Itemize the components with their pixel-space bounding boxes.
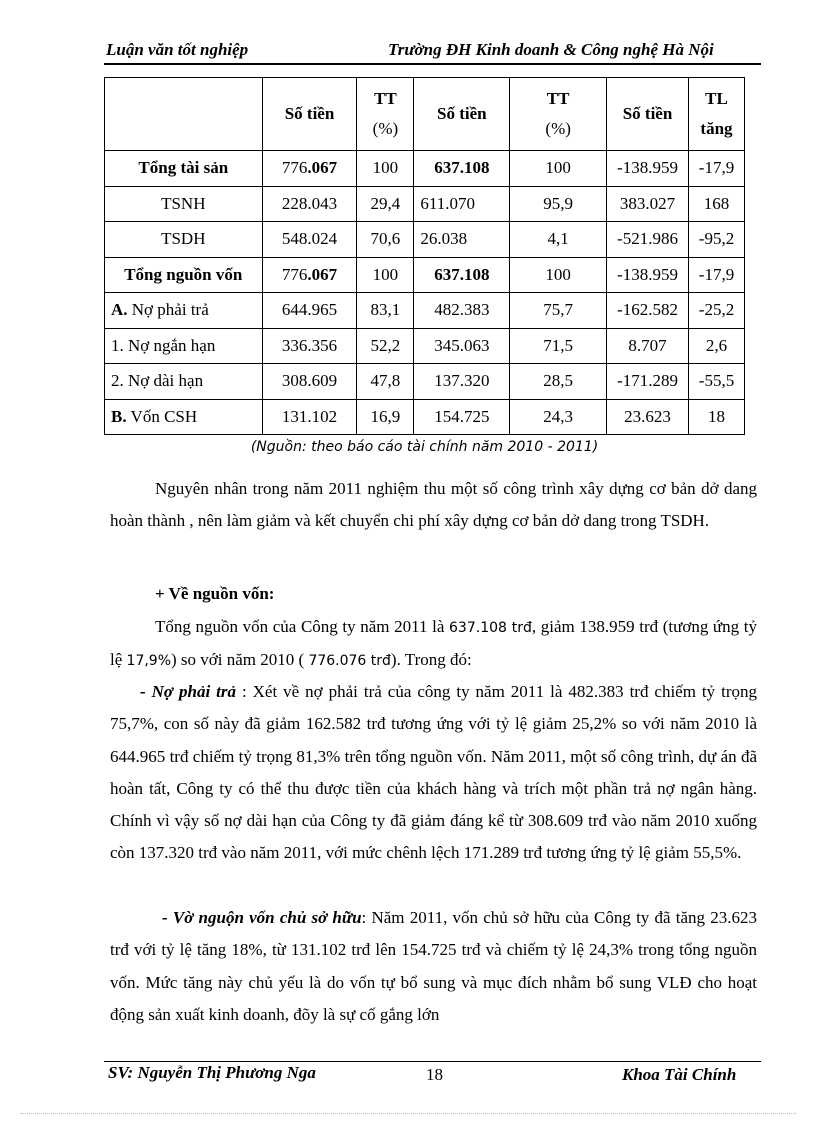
header-university: Trường ĐH Kinh doanh & Công nghệ Hà Nội: [388, 40, 714, 59]
table-cell: 100: [357, 257, 414, 293]
financial-table: [104, 77, 745, 435]
table-row: [105, 328, 745, 364]
table-cell: -138.959: [607, 257, 689, 293]
table-cell: 4,1: [510, 222, 607, 258]
table-cell: 26.038: [414, 222, 510, 258]
table-cell: 776.067: [262, 151, 357, 187]
table-cell: 611.070: [414, 186, 510, 222]
header-thesis-title: Luận văn tốt nghiệp: [106, 40, 249, 59]
table-cell: 16,9: [357, 399, 414, 435]
row-label: B. Vốn CSH: [105, 399, 263, 435]
table-cell: 228.043: [262, 186, 357, 222]
table-cell: -521.986: [607, 222, 689, 258]
table-cell: 23.623: [607, 399, 689, 435]
table-cell: 8.707: [607, 328, 689, 364]
footer-divider: [104, 1061, 761, 1062]
header-cell: Số tiền: [262, 78, 357, 151]
table-cell: 71,5: [510, 328, 607, 364]
table-cell: 70,6: [357, 222, 414, 258]
paragraph-liabilities: - Nợ phải trả : Xét về nợ phải trả của công ty năm 2011 là 482.383 trđ chiếm tỷ trọng 75,7%, con số này đã giảm 162.582 trđ tương ứng với tỷ lệ giảm 25,2% so với năm 2010 là 644.965 trđ chiếm tỷ trọng 81,3% trên tổng nguồn vốn. Năm 2011, một số công trình, dự án đã hoàn tất, Công ty có thể thu được tiền của khách hàng và trích một phần trả nợ ngân hàng. Chính vì vậy số nợ dài hạn của Công ty đã giảm đáng kể từ 308.609 trđ vào năm 2010 xuống còn 137.320 trđ vào năm 2011, với mức chênh lệch 171.289 trđ tương ứng tỷ lệ giảm 55,5%.: [110, 682, 757, 863]
section-heading-capital: + Về nguồn vốn:: [155, 584, 275, 603]
table-cell: 154.725: [414, 399, 510, 435]
table-cell: 2,6: [688, 328, 744, 364]
row-label: Tổng nguồn vốn: [105, 257, 263, 293]
row-label: Tổng tài sản: [105, 151, 263, 187]
table-cell: 29,4: [357, 186, 414, 222]
table-cell: 776.067: [262, 257, 357, 293]
table-row: [105, 257, 745, 293]
table-cell: 482.383: [414, 293, 510, 329]
table-cell: 336.356: [262, 328, 357, 364]
paragraph-total-capital: Tổng nguồn vốn của Công ty năm 2011 là 637.108 trđ, giảm 138.959 trđ (tương ứng tỷ lệ 17,9%) so với năm 2010 ( 776.076 trđ). Trong đó:: [110, 617, 757, 670]
header-cell: TT (%): [510, 78, 607, 151]
table-cell: -138.959: [607, 151, 689, 187]
table-cell: 28,5: [510, 364, 607, 400]
table-row: [105, 399, 745, 435]
row-label: A. Nợ phải trả: [105, 293, 263, 329]
table-row: [105, 293, 745, 329]
table-cell: 83,1: [357, 293, 414, 329]
row-label: TSNH: [105, 186, 263, 222]
table-cell: -95,2: [688, 222, 744, 258]
table-cell: 24,3: [510, 399, 607, 435]
header-cell: TL tăng: [688, 78, 744, 151]
table-cell: 308.609: [262, 364, 357, 400]
table-cell: 548.024: [262, 222, 357, 258]
footer-faculty: Khoa Tài Chính: [622, 1065, 737, 1084]
table-cell: 95,9: [510, 186, 607, 222]
page-number: 18: [426, 1065, 443, 1084]
header-cell: TT (%): [357, 78, 414, 151]
row-label: 1. Nợ ngắn hạn: [105, 328, 263, 364]
table-header-row: [105, 78, 745, 151]
table-cell: 100: [357, 151, 414, 187]
table-cell: -17,9: [688, 151, 744, 187]
table-cell: 383.027: [607, 186, 689, 222]
table-source-note: (Nguồn: theo báo cáo tài chính năm 2010 - 2011): [250, 439, 599, 455]
table-cell: 75,7: [510, 293, 607, 329]
paragraph-equity: - Vờ nguộn vốn chủ sở hữu: Năm 2011, vốn chủ sở hữu của Công ty đã tăng 23.623 trđ với tỷ lệ tăng 18%, từ 131.102 trđ lên 154.725 trđ và chiếm tỷ lệ 24,3% trong tổng nguồn vốn. Mức tăng này chủ yếu là do vốn tự bổ sung và mục đích nhằm bổ sung VLĐ cho hoạt động sản xuất kinh doanh, đõy là sự cố gắng lớn: [110, 908, 757, 1024]
table-cell: -171.289: [607, 364, 689, 400]
page-edge: [20, 1113, 796, 1114]
table-row: [105, 364, 745, 400]
table-cell: 100: [510, 257, 607, 293]
row-label: TSDH: [105, 222, 263, 258]
table-cell: 637.108: [414, 257, 510, 293]
table-cell: 644.965: [262, 293, 357, 329]
header-cell: Số tiền: [607, 78, 689, 151]
table-cell: 47,8: [357, 364, 414, 400]
paragraph-cause: Nguyên nhân trong năm 2011 nghiệm thu một số công trình xây dựng cơ bản dở dang hoàn thành , nên làm giảm và kết chuyển chi phí xây dựng cơ bản dở dang trong TSDH.: [110, 479, 757, 531]
table-cell: -55,5: [688, 364, 744, 400]
row-label: 2. Nợ dài hạn: [105, 364, 263, 400]
table-cell: 168: [688, 186, 744, 222]
header-cell: Số tiền: [414, 78, 510, 151]
table-cell: 637.108: [414, 151, 510, 187]
table-cell: 52,2: [357, 328, 414, 364]
table-cell: 345.063: [414, 328, 510, 364]
table-cell: 18: [688, 399, 744, 435]
table-cell: 131.102: [262, 399, 357, 435]
header-divider: [104, 63, 761, 65]
table-row: [105, 186, 745, 222]
footer-student-name: SV: Nguyễn Thị Phương Nga: [108, 1063, 316, 1082]
table-cell: 137.320: [414, 364, 510, 400]
table-row: [105, 151, 745, 187]
table-cell: -17,9: [688, 257, 744, 293]
table-cell: 100: [510, 151, 607, 187]
table-cell: -25,2: [688, 293, 744, 329]
table-row: [105, 222, 745, 258]
header-cell-empty: [105, 78, 263, 151]
table-cell: -162.582: [607, 293, 689, 329]
